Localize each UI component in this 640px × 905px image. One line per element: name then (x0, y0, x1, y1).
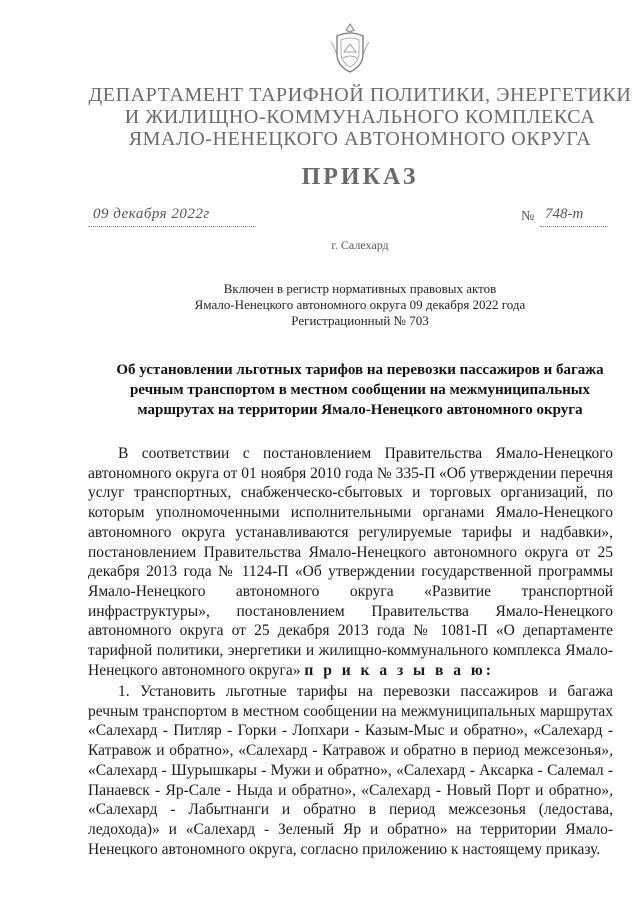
subject-line-1: Об установлении льготных тарифов на перевозки пассажиров и багажа (116, 362, 604, 378)
item-1-text: 1. Установить льготные тарифы на перевозки пассажиров и багажа речным транспортом в местном сообщении на межмуниципальных маршрутах «Салехард - Питляр - Горки - Лопхари - Казым-Мыс и обратно», «Салехард - Катравож и обратно», «Салехард - Катравож и обратно в период межсезонья», «Салехард - Шурышкары - Мужи и обратно», «Салехард - Аксарка - Салемал - Панаевск - Яр-Сале - Ныда и обратно», «Салехард - Новый Порт и обратно», «Салехард - Лабытнанги и обратно в период межсезонья (ледостава, ледохода)» и «Салехард - Зеленый Яр и обратно» на территории Ямало-Ненецкого автономного округа, согласно приложению к настоящему приказу. (88, 683, 613, 858)
order-subject (80, 360, 640, 420)
subject-line-3: маршрутах на территории Ямало-Ненецкого автономного округа (137, 402, 583, 418)
number-label: № (521, 209, 535, 224)
number-underline (540, 226, 608, 227)
registration-line-1: Включен в регистр нормативных правовых актов (223, 281, 497, 296)
subject-line-2: речным транспортом в местном сообщении на межмуниципальных (129, 382, 591, 398)
handwritten-number: 748-т (545, 206, 584, 222)
item-1-paragraph (88, 682, 613, 859)
department-name-line-1: ДЕПАРТАМЕНТ ТАРИФНОЙ ПОЛИТИКИ, ЭНЕРГЕТИКИ (88, 84, 632, 106)
preamble-paragraph (88, 444, 613, 680)
document-type-title: ПРИКАЗ (301, 164, 419, 190)
preamble-text: В соответствии с постановлением Правительства Ямало-Ненецкого автономного округа от 01 ноября 2010 года № 335-П «Об утверждении перечня услуг транспортных, снабженческо-сбытовых и торговых организаций, по которым уполномоченными исполнительными органами Ямало-Ненецкого автономного округа устанавливаются регулируемые тарифы и надбавки», постановлением Правительства Ямало-Ненецкого автономного округа от 25 декабря 2013 года № 1124-П «Об утверждении государственной программы Ямало-Ненецкого автономного округа «Развитие транспортной инфраструктуры», постановлением Правительства Ямало-Ненецкого автономного округа от 25 декабря 2013 года № 1081-П «О департаменте тарифной политики, энергетики и жилищно-коммунального комплекса Ямало-Ненецкого автономного округа» (88, 445, 614, 679)
date-underline (88, 226, 256, 227)
department-name-line-2: И ЖИЛИЩНО-КОММУНАЛЬНОГО КОМПЛЕКСА (124, 106, 596, 128)
registration-line-3: Регистрационный № 703 (291, 313, 429, 328)
orders-word: п р и к а з ы в а ю: (304, 661, 494, 679)
handwritten-date: 09 декабря 2022г (93, 206, 210, 222)
department-name-line-3: ЯМАЛО-НЕНЕЦКОГО АВТОНОМНОГО ОКРУГА (128, 128, 592, 150)
city-name: г. Салехард (331, 238, 389, 252)
registration-line-2: Ямало-Ненецкого автономного округа 09 декабря 2022 года (194, 297, 526, 312)
coat-of-arms-emblem (329, 22, 371, 74)
